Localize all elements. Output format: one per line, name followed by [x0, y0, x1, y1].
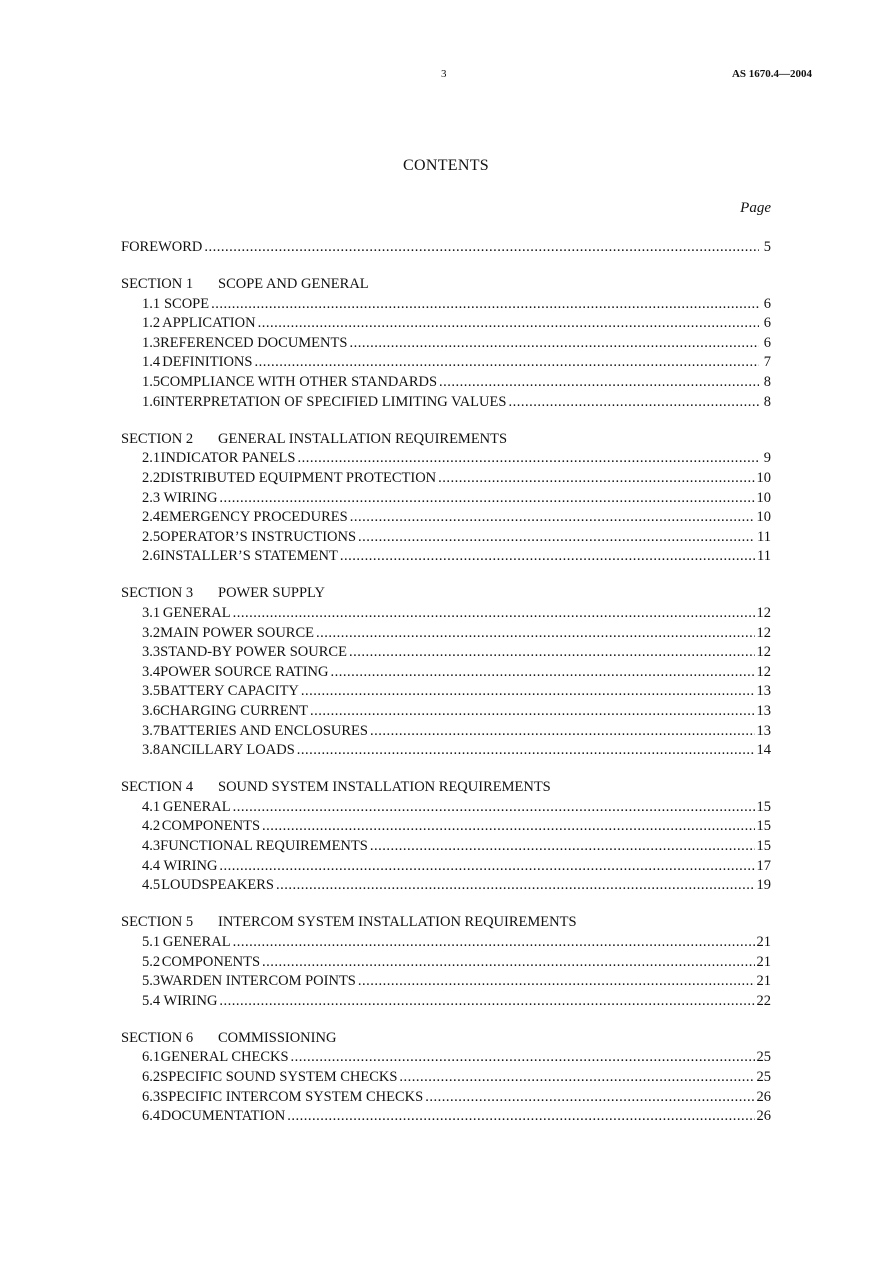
toc-entry-label: EMERGENCY PROCEDURES: [160, 509, 348, 526]
clause-number: 3.3: [142, 644, 161, 661]
dot-leader: [508, 393, 759, 413]
dot-leader: [349, 643, 755, 663]
toc-entry[interactable]: [121, 933, 771, 953]
table-of-contents: [121, 238, 771, 1127]
toc-entry-page: 13: [756, 722, 771, 739]
clause-number: 2.2: [142, 469, 161, 486]
page-number: 3: [441, 68, 447, 80]
toc-entry-page: 8: [763, 393, 771, 410]
toc-entry[interactable]: [121, 489, 771, 509]
toc-entry-page: 15: [756, 798, 771, 815]
section-number: SECTION 1: [121, 276, 194, 293]
clause-number: 1.6: [142, 393, 161, 410]
toc-entry[interactable]: [121, 1088, 771, 1108]
clause-number: 6.1: [142, 1049, 161, 1066]
section-number: SECTION 4: [121, 779, 194, 796]
section-title: INTERCOM SYSTEM INSTALLATION REQUIREMENTS: [218, 914, 577, 931]
toc-entry-page: 26: [756, 1088, 771, 1105]
dot-leader: [310, 702, 755, 722]
toc-entry[interactable]: [121, 972, 771, 992]
toc-entry-label: POWER SOURCE RATING: [160, 663, 329, 680]
toc-entry-label: BATTERIES AND ENCLOSURES: [160, 722, 368, 739]
toc-entry-page: 15: [756, 818, 771, 835]
clause-number: 1.5: [142, 374, 161, 391]
toc-entry[interactable]: [121, 314, 771, 334]
toc-entry[interactable]: [121, 547, 771, 567]
toc-entry-page: 22: [756, 992, 771, 1009]
page-title: CONTENTS: [403, 157, 489, 174]
toc-entry-page: 7: [763, 354, 771, 371]
clause-number: 4.1: [142, 798, 161, 815]
toc-entry-page: 13: [756, 702, 771, 719]
toc-entry[interactable]: [121, 295, 771, 315]
dot-leader: [439, 373, 759, 393]
toc-entry-page: 12: [756, 624, 771, 641]
toc-entry-label: WIRING: [163, 489, 218, 506]
clause-number: 1.1: [142, 295, 161, 312]
dot-leader: [233, 798, 755, 818]
toc-entry-page: 10: [756, 469, 771, 486]
toc-entry[interactable]: [121, 741, 771, 761]
dot-leader: [233, 604, 755, 624]
toc-entry-label: WIRING: [163, 857, 218, 874]
toc-entry-label: STAND-BY POWER SOURCE: [160, 644, 347, 661]
toc-entry[interactable]: [121, 604, 771, 624]
section-number: SECTION 5: [121, 914, 194, 931]
dot-leader: [276, 876, 755, 896]
standard-identifier: AS 1670.4—2004: [731, 68, 812, 80]
toc-entry-page: 25: [756, 1049, 771, 1066]
section-title: SCOPE AND GENERAL: [218, 276, 369, 293]
toc-entry[interactable]: [121, 643, 771, 663]
dot-leader: [399, 1068, 754, 1088]
toc-entry[interactable]: [121, 798, 771, 818]
toc-entry-page: 10: [756, 489, 771, 506]
dot-leader: [370, 837, 755, 857]
toc-entry[interactable]: [121, 663, 771, 683]
clause-number: 3.8: [142, 742, 161, 759]
toc-entry[interactable]: [121, 353, 771, 373]
clause-number: 5.4: [142, 992, 161, 1009]
toc-entry[interactable]: [121, 953, 771, 973]
toc-entry-label: COMPONENTS: [161, 818, 261, 835]
clause-number: 1.3: [142, 334, 161, 351]
dot-leader: [291, 1048, 755, 1068]
section-heading[interactable]: [121, 584, 771, 604]
dot-leader: [258, 314, 759, 334]
clause-number: 4.2: [142, 818, 161, 835]
clause-number: 1.2: [142, 315, 161, 332]
toc-entry-label: COMPLIANCE WITH OTHER STANDARDS: [160, 374, 438, 391]
section-heading[interactable]: [121, 430, 771, 450]
dot-leader: [370, 722, 755, 742]
dot-leader: [358, 528, 755, 548]
toc-entry[interactable]: [121, 449, 771, 469]
clause-number: 5.2: [142, 953, 161, 970]
toc-entry-page: 19: [756, 877, 771, 894]
toc-entry-page: 6: [763, 295, 771, 312]
dot-leader: [316, 624, 755, 644]
toc-entry[interactable]: [121, 624, 771, 644]
toc-entry[interactable]: [121, 857, 771, 877]
toc-entry-page: 25: [756, 1068, 771, 1085]
toc-entry-label: COMPONENTS: [161, 953, 261, 970]
toc-entry-label: FOREWORD: [121, 239, 203, 255]
toc-entry-label: SCOPE: [163, 295, 210, 312]
toc-entry-label: FUNCTIONAL REQUIREMENTS: [160, 838, 368, 855]
dot-leader: [262, 953, 754, 973]
toc-entry-label: REFERENCED DOCUMENTS: [160, 334, 348, 351]
toc-entry-page: 14: [756, 742, 771, 759]
toc-entry-page: 12: [756, 663, 771, 680]
toc-entry-label: LOUDSPEAKERS: [161, 877, 274, 894]
toc-entry-label: GENERAL: [162, 798, 231, 815]
toc-entry-label: WARDEN INTERCOM POINTS: [160, 973, 356, 990]
clause-number: 4.4: [142, 857, 161, 874]
toc-entry-page: 5: [763, 239, 771, 255]
dot-leader: [262, 817, 754, 837]
toc-entry-label: SPECIFIC SOUND SYSTEM CHECKS: [160, 1068, 398, 1085]
toc-entry-label: DOCUMENTATION: [160, 1108, 286, 1125]
dot-leader: [331, 663, 755, 683]
dot-leader: [204, 238, 759, 258]
dot-leader: [254, 353, 759, 373]
toc-entry[interactable]: [121, 682, 771, 702]
toc-entry-label: GENERAL CHECKS: [160, 1049, 289, 1066]
clause-number: 2.1: [142, 450, 161, 467]
section-title: COMMISSIONING: [218, 1029, 337, 1046]
toc-entry[interactable]: [121, 1068, 771, 1088]
toc-entry[interactable]: [121, 1048, 771, 1068]
toc-entry-label: CHARGING CURRENT: [160, 702, 308, 719]
toc-entry[interactable]: [121, 334, 771, 354]
section-title: GENERAL INSTALLATION REQUIREMENTS: [218, 430, 508, 447]
clause-number: 2.3: [142, 489, 161, 506]
toc-entry-label: INDICATOR PANELS: [160, 450, 296, 467]
toc-entry-page: 13: [756, 683, 771, 700]
toc-entry-label: WIRING: [163, 992, 218, 1009]
clause-number: 3.7: [142, 722, 161, 739]
toc-entry-label: ANCILLARY LOADS: [160, 742, 295, 759]
toc-entry-page: 21: [756, 933, 771, 950]
toc-entry[interactable]: [121, 528, 771, 548]
clause-number: 2.6: [142, 548, 161, 565]
page-column-label: Page: [740, 200, 771, 216]
dot-leader: [301, 682, 755, 702]
toc-entry-foreword[interactable]: [121, 238, 771, 258]
clause-number: 2.5: [142, 528, 161, 545]
toc-entry-page: 8: [763, 374, 771, 391]
toc-entry[interactable]: [121, 876, 771, 896]
dot-leader: [219, 489, 754, 509]
section-heading[interactable]: [121, 913, 771, 933]
section-number: SECTION 6: [121, 1029, 194, 1046]
toc-entry-page: 17: [756, 857, 771, 874]
toc-entry[interactable]: [121, 469, 771, 489]
toc-entry[interactable]: [121, 393, 771, 413]
toc-entry-label: INSTALLER’S STATEMENT: [160, 548, 338, 565]
dot-leader: [297, 741, 755, 761]
clause-number: 3.4: [142, 663, 161, 680]
toc-entry-page: 26: [756, 1108, 771, 1125]
dot-leader: [233, 933, 755, 953]
clause-number: 4.5: [142, 877, 161, 894]
clause-number: 2.4: [142, 509, 161, 526]
dot-leader: [219, 857, 754, 877]
dot-leader: [349, 334, 759, 354]
clause-number: 1.4: [142, 354, 161, 371]
toc-entry[interactable]: [121, 837, 771, 857]
toc-entry-page: 11: [757, 528, 771, 545]
toc-entry-page: 21: [756, 973, 771, 990]
dot-leader: [211, 295, 759, 315]
toc-entry[interactable]: [121, 702, 771, 722]
toc-entry[interactable]: [121, 722, 771, 742]
clause-number: 4.3: [142, 838, 161, 855]
toc-entry-label: INTERPRETATION OF SPECIFIED LIMITING VALUES: [160, 393, 507, 410]
toc-entry-label: DEFINITIONS: [162, 354, 253, 371]
toc-entry[interactable]: [121, 373, 771, 393]
toc-entry-label: APPLICATION: [162, 315, 256, 332]
toc-entry-label: OPERATOR’S INSTRUCTIONS: [160, 528, 357, 545]
toc-entry-page: 9: [763, 450, 771, 467]
toc-entry-label: MAIN POWER SOURCE: [160, 624, 314, 641]
clause-number: 5.3: [142, 973, 161, 990]
dot-leader: [287, 1107, 754, 1127]
section-title: POWER SUPPLY: [218, 585, 325, 602]
section-heading[interactable]: [121, 275, 771, 295]
toc-entry-page: 6: [763, 334, 771, 351]
toc-entry-label: SPECIFIC INTERCOM SYSTEM CHECKS: [160, 1088, 424, 1105]
dot-leader: [438, 469, 754, 489]
section-heading[interactable]: [121, 1029, 771, 1049]
clause-number: 5.1: [142, 933, 161, 950]
toc-entry-page: 10: [756, 509, 771, 526]
clause-number: 3.5: [142, 683, 161, 700]
toc-entry-page: 21: [756, 953, 771, 970]
toc-entry-page: 11: [757, 548, 771, 565]
clause-number: 6.2: [142, 1068, 161, 1085]
toc-entry-label: DISTRIBUTED EQUIPMENT PROTECTION: [160, 469, 437, 486]
toc-entry-page: 12: [756, 644, 771, 661]
toc-entry[interactable]: [121, 508, 771, 528]
dot-leader: [340, 547, 755, 567]
section-heading[interactable]: [121, 778, 771, 798]
clause-number: 3.2: [142, 624, 161, 641]
clause-number: 3.6: [142, 702, 161, 719]
clause-number: 3.1: [142, 605, 161, 621]
toc-entry[interactable]: [121, 817, 771, 837]
toc-entry-page: 6: [763, 315, 771, 332]
toc-entry-page: 15: [756, 838, 771, 855]
section-title: SOUND SYSTEM INSTALLATION REQUIREMENTS: [218, 779, 551, 796]
section-number: SECTION 2: [121, 430, 194, 447]
toc-entry[interactable]: [121, 1107, 771, 1127]
dot-leader: [358, 972, 755, 992]
toc-entry-label: GENERAL: [162, 933, 231, 950]
toc-entry-label: GENERAL: [162, 605, 231, 621]
clause-number: 6.3: [142, 1088, 161, 1105]
toc-entry[interactable]: [121, 992, 771, 1012]
dot-leader: [297, 449, 759, 469]
toc-entry-page: 12: [756, 605, 771, 621]
toc-entry-label: BATTERY CAPACITY: [160, 683, 299, 700]
clause-number: 6.4: [142, 1108, 161, 1125]
section-number: SECTION 3: [121, 585, 194, 602]
dot-leader: [350, 508, 755, 528]
dot-leader: [425, 1088, 754, 1108]
dot-leader: [219, 992, 754, 1012]
